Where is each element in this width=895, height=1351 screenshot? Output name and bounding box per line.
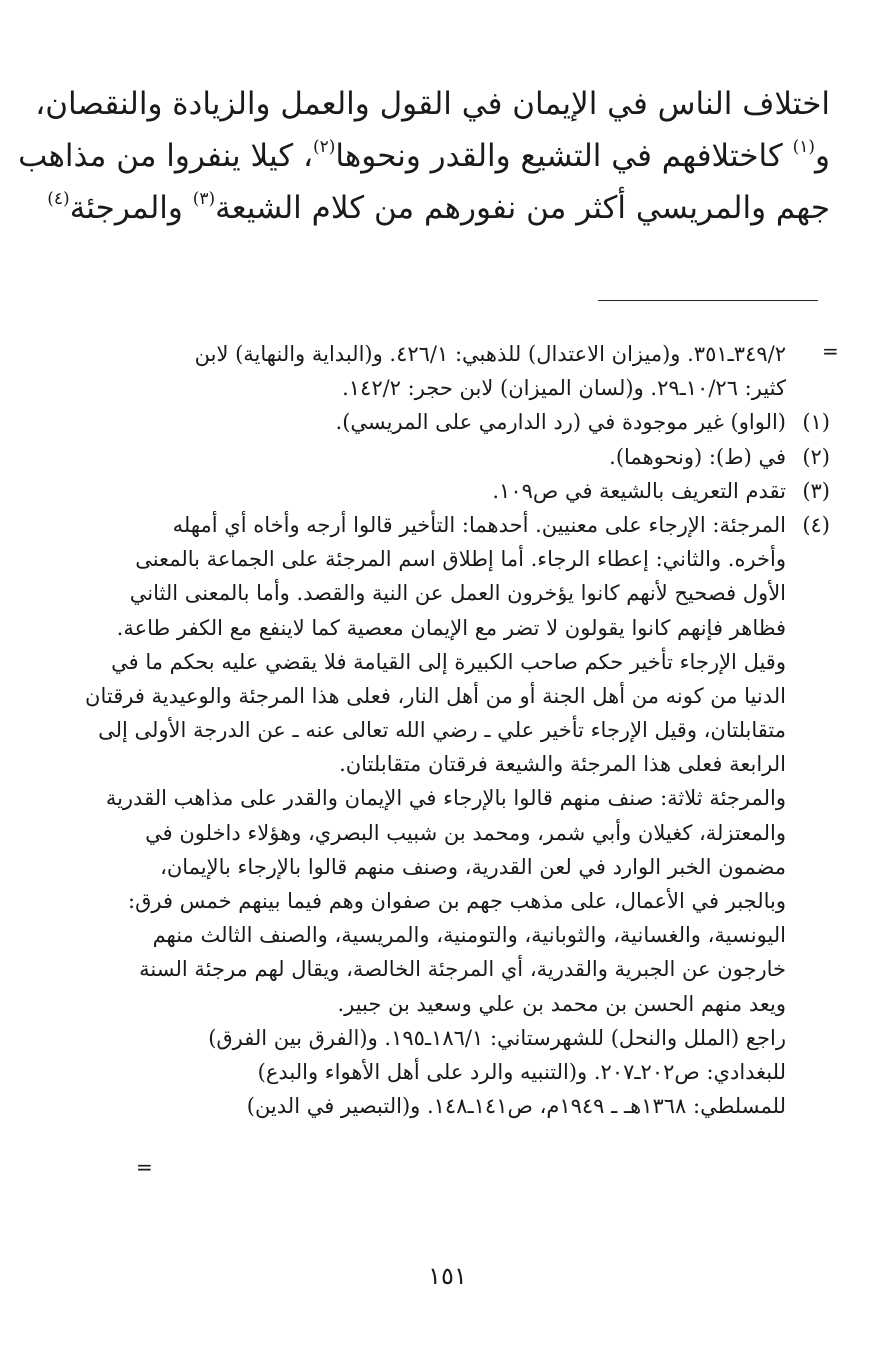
- footnote-text: اليونسية، والغسانية، والثوبانية، والتومنية، والمريسية، والصنف الثالث منهم: [152, 923, 786, 948]
- main-text-segment: كاختلافهم في التشيع والقدر ونحوها: [335, 138, 793, 174]
- footnote-line: [145, 508, 830, 542]
- footnote-line: [145, 440, 830, 474]
- footnote-text: خارجون عن الجبرية والقدرية، أي المرجئة الخالصة، ويقال لهم مرجئة السنة: [139, 957, 786, 982]
- footnote-line: [145, 850, 830, 884]
- footnote-text: مضمون الخبر الوارد في لعن القدرية، وصنف منهم قالوا بالإرجاء بالإيمان،: [160, 854, 786, 879]
- main-text-segment: جهم والمريسي أكثر من نفورهم من كلام الشيعة: [215, 190, 830, 226]
- footnote-text: متقابلتان، وقيل الإرجاء تأخير علي ـ رضي الله تعالى عنه ـ عن الدرجة الأولى إلى: [98, 718, 786, 743]
- footnote-line: [98, 713, 830, 747]
- main-text-block: [18, 78, 830, 234]
- footnote-text: والمعتزلة، كغيلان وأبي شمر، ومحمد بن شبيب البصري، وهؤلاء داخلون في: [145, 820, 786, 845]
- main-text-line: [35, 78, 830, 130]
- footnote-line: [145, 371, 830, 405]
- footnote-text: المرجئة: الإرجاء على معنيين. أحدهما: التأخير قالوا أرجه وأخاه أي أمهله: [172, 512, 786, 537]
- footnote-separator: [598, 300, 818, 301]
- footnote-number: (٣): [802, 478, 830, 503]
- main-text-segment: اختلاف الناس في الإيمان في القول والعمل والزيادة والنقصان،: [35, 86, 830, 122]
- footnote-text: ٣٤٩/٢ـ٣٥١. و(ميزان الاعتدال) للذهبي: ٤٢٦/١. و(البداية والنهاية) لابن: [194, 342, 786, 366]
- footnote-text: وقيل الإرجاء تأخير حكم صاحب الكبيرة إلى القيامة فلا يقضي عليه بحكم ما في: [111, 649, 786, 674]
- footnote-text: الأول فصحيح لأنهم كانوا يؤخرون العمل عن النية والقصد. وأما بالمعنى الثاني: [129, 581, 786, 606]
- main-text-segment: والمرجئة: [69, 190, 193, 226]
- footnote-reference: (١): [792, 137, 816, 157]
- footnote-line: [135, 542, 830, 576]
- footnote-line: [145, 918, 830, 952]
- footnote-text: راجع (الملل والنحل) للشهرستاني: ١٨٦/١ـ١٩٥. و(الفرق بين الفرق): [208, 1025, 786, 1050]
- footnote-text: للمسلطي: ١٣٦٨هـ ـ ١٩٤٩م، ص١٤١ـ١٤٨. و(التبصير في الدين): [246, 1094, 786, 1119]
- footnote-text: في (ط): (ونحوهما).: [609, 444, 786, 469]
- footnote-line: [145, 474, 830, 508]
- footnote-line: [145, 987, 830, 1021]
- footnote-line: [128, 884, 830, 918]
- footnote-line: [145, 405, 830, 439]
- footnote-text: والمرجئة ثلاثة: صنف منهم قالوا بالإرجاء في الإيمان والقدر على مذاهب القدرية: [105, 786, 786, 811]
- footnote-reference: (٣): [192, 189, 216, 209]
- footnote-text: ويعد منهم الحسن بن محمد بن علي وسعيد بن جبير.: [337, 991, 786, 1016]
- footnote-reference: (٢): [312, 137, 336, 157]
- main-text-line: [47, 182, 830, 234]
- footnote-line: [145, 1021, 830, 1055]
- footnote-continues-mark: =: [136, 1155, 153, 1179]
- footnote-text: للبغدادي: ص٢٠٢ـ٢٠٧. و(التنبيه والرد على أهل الأهواء والبدع): [257, 1059, 786, 1084]
- footnote-line: [116, 611, 830, 645]
- footnote-text: وبالجبر في الأعمال، على مذهب جهم بن صفوان وهم فيما بينهم خمس فرق:: [128, 889, 786, 913]
- footnote-line: [139, 952, 830, 986]
- footnote-text: وأخره. والثاني: إعطاء الرجاء. أما إطلاق اسم المرجئة على الجماعة بالمعنى: [135, 547, 786, 572]
- footnote-text: فظاهر فإنهم كانوا يقولون لا تضر مع الإيمان معصية كما لاينفع مع الكفر طاعة.: [116, 615, 786, 640]
- footnote-line: [129, 576, 830, 610]
- footnote-text: الدنيا من كونه من أهل الجنة أو من أهل النار، فعلى هذا المرجئة والوعيدية فرقتان: [85, 683, 786, 708]
- footnote-line: [145, 337, 830, 371]
- footnote-text: كثير: ١٠/٢٦ـ٢٩. و(لسان الميزان) لابن حجر: ١٤٢/٢.: [342, 376, 786, 401]
- page-number: ١٥١: [428, 1262, 467, 1290]
- footnote-continuation-mark: =: [822, 339, 839, 363]
- footnote-line: [145, 816, 830, 850]
- footnote-number: (١): [802, 410, 830, 435]
- footnote-reference: (٤): [47, 189, 70, 209]
- footnote-line: [145, 747, 830, 781]
- main-text-segment: و: [815, 138, 830, 174]
- footnote-number: (٤): [802, 512, 830, 537]
- footnote-text: الرابعة فعلى هذا المرجئة والشيعة فرقتان متقابلتان.: [339, 752, 786, 777]
- footnote-line: [105, 781, 830, 815]
- footnote-line: [145, 1055, 830, 1089]
- footnote-line: [111, 645, 830, 679]
- footnotes-block: [85, 337, 830, 1123]
- main-text-segment: ، كيلا ينفروا من مذاهب: [18, 138, 313, 174]
- footnote-line: [85, 679, 830, 713]
- main-text-line: [18, 130, 830, 182]
- footnote-text: تقدم التعريف بالشيعة في ص١٠٩.: [492, 478, 786, 503]
- footnote-line: [145, 1089, 830, 1123]
- footnote-number: (٢): [802, 444, 830, 469]
- footnote-text: (الواو) غير موجودة في (رد الدارمي على المريسي).: [335, 410, 786, 435]
